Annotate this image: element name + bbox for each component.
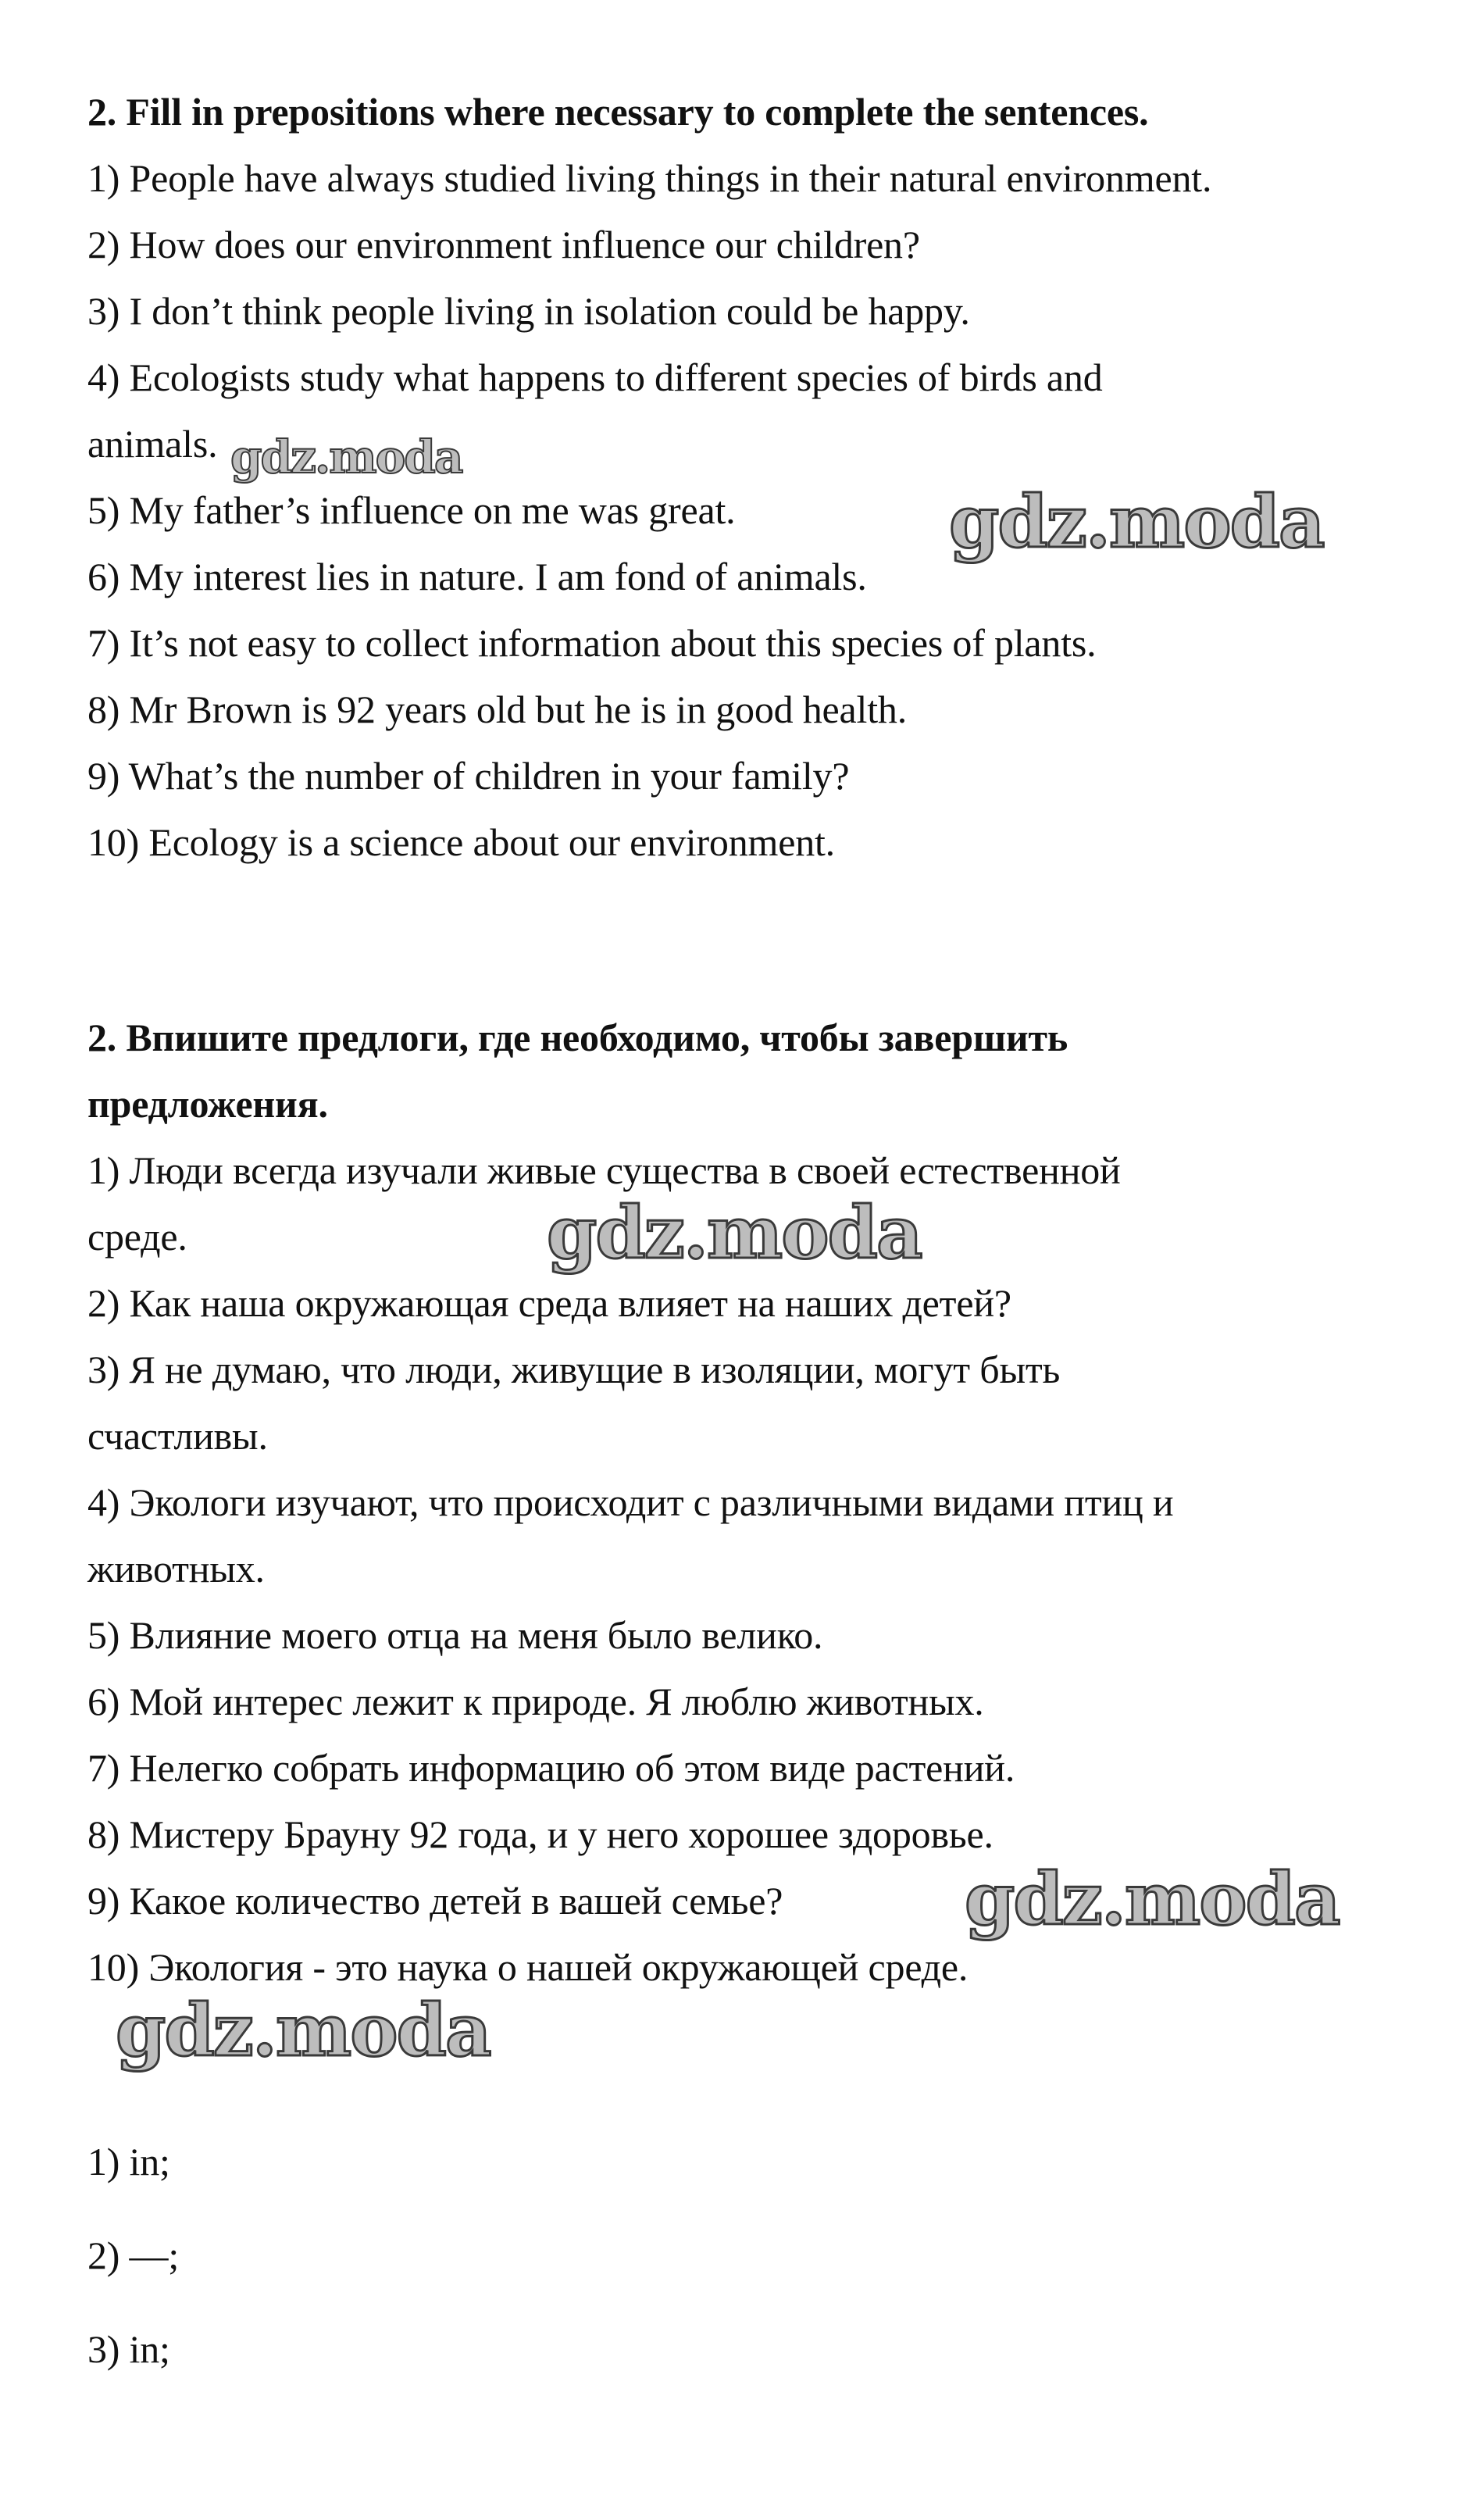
answer-3: 3) in;	[87, 2327, 170, 2371]
answer-2: 2) —;	[87, 2233, 180, 2277]
sentence-ru-1: 1) Люди всегда изучали живые существа в своей естественной	[87, 1148, 1121, 1192]
sentence-en-6: 6) My interest lies in nature. I am fond of animals.	[87, 555, 867, 598]
exercise-title-en: 2. Fill in prepositions where necessary to complete the sentences.	[87, 90, 1149, 134]
sentence-ru-9: 9) Какое количество детей в вашей семье?	[87, 1879, 783, 1923]
watermark-3: gdz.moda	[547, 1191, 922, 1275]
sentence-en-5: 5) My father’s influence on me was great.	[87, 488, 736, 532]
exercise-title-ru: 2. Впишите предлоги, где необходимо, чтобы завершить	[87, 1016, 1068, 1059]
sentence-ru-3: 3) Я не думаю, что люди, живущие в изоляции, могут быть	[87, 1348, 1061, 1391]
answer-1: 1) in;	[87, 2140, 170, 2183]
watermark-2: gdz.moda	[949, 480, 1324, 564]
sentence-ru-4: 4) Экологи изучают, что происходит с различными видами птиц и	[87, 1480, 1174, 1524]
sentence-en-7: 7) It’s not easy to collect information about this species of plants.	[87, 621, 1097, 665]
sentence-ru-10: 10) Экология - это наука о нашей окружающей среде.	[87, 1945, 969, 1989]
sentence-ru-5: 5) Влияние моего отца на меня было велико.	[87, 1613, 823, 1657]
sentence-en-10: 10) Ecology is a science about our environment.	[87, 820, 835, 864]
watermark-4: gdz.moda	[965, 1857, 1340, 1941]
sentence-en-4-cont: animals.	[87, 422, 218, 466]
sentence-ru-8: 8) Мистеру Брауну 92 года, и у него хорошее здоровье.	[87, 1812, 993, 1856]
sentence-en-8: 8) Mr Brown is 92 years old but he is in good health.	[87, 687, 907, 731]
sentence-ru-3-cont: счастливы.	[87, 1414, 268, 1458]
sentence-ru-4-cont: животных.	[87, 1547, 265, 1591]
sentence-en-4: 4) Ecologists study what happens to different species of birds and	[87, 355, 1103, 399]
sentence-ru-1-cont: среде.	[87, 1215, 187, 1259]
sentence-en-1: 1) People have always studied living things in their natural environment.	[87, 156, 1212, 200]
sentence-en-3: 3) I don’t think people living in isolation could be happy.	[87, 289, 970, 333]
sentence-en-2: 2) How does our environment influence our children?	[87, 223, 920, 266]
watermark-1: gdz.moda	[230, 430, 462, 484]
sentence-ru-2: 2) Как наша окружающая среда влияет на наших детей?	[87, 1281, 1011, 1325]
exercise-title-ru-cont: предложения.	[87, 1082, 328, 1126]
sentence-en-9: 9) What’s the number of children in your family?	[87, 754, 850, 798]
sentence-ru-7: 7) Нелегко собрать информацию об этом виде растений.	[87, 1746, 1015, 1790]
sentence-ru-6: 6) Мой интерес лежит к природе. Я люблю животных.	[87, 1680, 984, 1723]
watermark-5: gdz.moda	[116, 1988, 491, 2073]
